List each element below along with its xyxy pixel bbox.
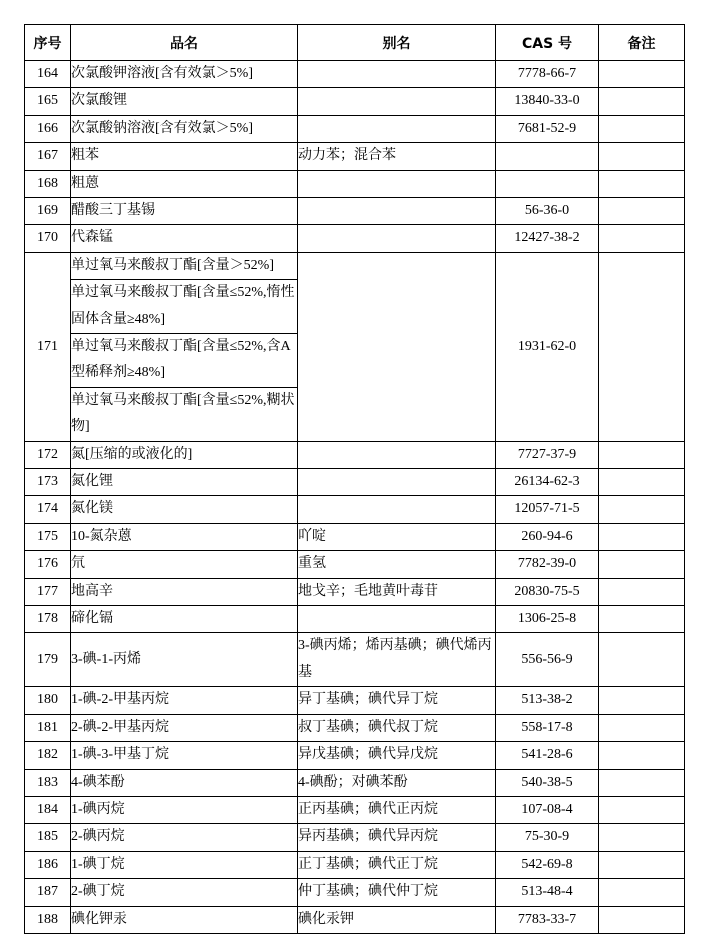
table-row [25, 633, 685, 687]
product-name-cell-text: 1-碘-3-甲基丁烷 [71, 747, 169, 763]
cas-number-cell-text: 541-28-6 [521, 747, 573, 763]
table-header [25, 25, 685, 61]
serial-number-cell-text: 182 [37, 747, 58, 763]
table-row [25, 742, 685, 769]
cas-number-cell-text: 513-48-4 [521, 884, 573, 900]
table-row [25, 61, 685, 88]
serial-number-cell [25, 496, 71, 523]
serial-number-cell [25, 252, 71, 441]
alias-cell [298, 61, 496, 88]
product-name-cell-text: 3-碘-1-丙烯 [71, 651, 141, 667]
product-name-cell [71, 143, 298, 170]
product-name-cell [71, 170, 298, 197]
alias-cell-text: 地戈辛；毛地黄叶毒苷 [298, 583, 438, 599]
cas-number-cell-text: 20830-75-5 [514, 583, 580, 599]
product-name-cell-text: 1-碘-2-甲基丙烷 [71, 692, 169, 708]
alias-cell [298, 879, 496, 906]
alias-cell-text: 重氢 [298, 556, 326, 572]
serial-number-cell-text: 186 [37, 856, 58, 872]
remarks-cell [599, 633, 685, 687]
cas-number-cell [496, 906, 599, 933]
product-name-cell-text: 单过氧马来酸叔丁酯[含量≤52%,糊状物] [71, 392, 295, 435]
cas-number-cell [496, 225, 599, 252]
serial-number-cell-text: 175 [37, 528, 58, 544]
cas-number-cell-text: 7783-33-7 [517, 911, 577, 927]
remarks-cell [599, 252, 685, 441]
alias-cell-text: 吖啶 [298, 528, 326, 544]
cas-number-cell-text: 7727-37-9 [517, 446, 577, 462]
alias-cell [298, 742, 496, 769]
serial-number-cell [25, 906, 71, 933]
product-name-cell-text: 2-碘-2-甲基丙烷 [71, 719, 169, 735]
cas-number-cell [496, 523, 599, 550]
serial-number-cell-text: 172 [37, 446, 58, 462]
product-name-cell-text: 氮化镁 [71, 501, 113, 517]
remarks-cell [599, 225, 685, 252]
table-row [25, 469, 685, 496]
remarks-cell [599, 824, 685, 851]
table-row [25, 606, 685, 633]
product-name-cell [71, 796, 298, 823]
cas-number-cell [496, 61, 599, 88]
header-cas-number: CAS 号 [496, 25, 599, 61]
cas-number-cell [496, 714, 599, 741]
remarks-cell [599, 198, 685, 225]
product-name-cell [71, 469, 298, 496]
cas-number-cell [496, 769, 599, 796]
table-row [25, 252, 685, 279]
serial-number-cell [25, 879, 71, 906]
product-name-cell [71, 687, 298, 714]
serial-number-cell [25, 170, 71, 197]
remarks-cell [599, 496, 685, 523]
table-row [25, 143, 685, 170]
product-name-cell [71, 606, 298, 633]
cas-number-cell-text: 12427-38-2 [514, 230, 580, 246]
serial-number-cell [25, 469, 71, 496]
serial-number-cell-text: 167 [37, 148, 58, 164]
alias-cell [298, 551, 496, 578]
cas-number-cell-text: 107-08-4 [521, 801, 573, 817]
alias-cell [298, 633, 496, 687]
alias-cell [298, 796, 496, 823]
cas-number-cell [496, 606, 599, 633]
product-name-cell [71, 225, 298, 252]
cas-number-cell-text: 75-30-9 [524, 829, 570, 845]
product-name-cell [71, 61, 298, 88]
remarks-cell [599, 170, 685, 197]
remarks-cell [599, 143, 685, 170]
product-name-cell-text: 醋酸三丁基锡 [71, 203, 155, 219]
serial-number-cell [25, 796, 71, 823]
cas-number-cell [496, 851, 599, 878]
serial-number-cell [25, 687, 71, 714]
serial-number-cell-text: 187 [37, 884, 58, 900]
cas-number-cell [496, 469, 599, 496]
alias-cell-text: 异丙基碘；碘代异丙烷 [298, 829, 438, 845]
remarks-cell [599, 906, 685, 933]
cas-number-cell [496, 143, 599, 170]
product-name-cell-text: 单过氧马来酸叔丁酯[含量≤52%,惰性固体含量≥48%] [71, 285, 295, 327]
alias-cell [298, 851, 496, 878]
alias-cell [298, 606, 496, 633]
table-row [25, 769, 685, 796]
product-name-cell-text: 1-碘丁烷 [71, 856, 125, 872]
cas-number-cell [496, 633, 599, 687]
serial-number-cell [25, 441, 71, 468]
product-name-cell-text: 碘化钾汞 [71, 911, 127, 927]
remarks-cell [599, 851, 685, 878]
cas-number-cell [496, 796, 599, 823]
product-name-cell [71, 496, 298, 523]
alias-cell [298, 225, 496, 252]
product-name-cell-text: 单过氧马来酸叔丁酯[含量＞52%] [71, 257, 274, 273]
cas-number-cell-text: 542-69-8 [521, 856, 573, 872]
alias-cell-text: 正丙基碘；碘代正丙烷 [298, 801, 438, 817]
product-name-cell [71, 769, 298, 796]
remarks-cell [599, 551, 685, 578]
serial-number-cell-text: 168 [37, 175, 58, 191]
product-name-cell [71, 280, 298, 334]
cas-number-cell-text: 7782-39-0 [517, 556, 577, 572]
chemical-catalog-table [24, 24, 685, 934]
serial-number-cell [25, 606, 71, 633]
table-row [25, 796, 685, 823]
alias-cell [298, 496, 496, 523]
serial-number-cell-text: 178 [37, 611, 58, 627]
cas-number-cell [496, 198, 599, 225]
cas-number-cell-text: 1931-62-0 [517, 338, 577, 354]
remarks-cell [599, 687, 685, 714]
header-product-name: 品名 [71, 25, 298, 61]
product-name-cell [71, 198, 298, 225]
cas-number-cell-text: 260-94-6 [521, 528, 573, 544]
cas-number-cell-text: 540-38-5 [521, 774, 573, 790]
serial-number-cell-text: 177 [37, 583, 58, 599]
product-name-cell [71, 551, 298, 578]
serial-number-cell-text: 166 [37, 120, 58, 136]
table-row [25, 170, 685, 197]
alias-cell [298, 469, 496, 496]
remarks-cell [599, 88, 685, 115]
table-row [25, 551, 685, 578]
alias-cell-text: 异戊基碘；碘代异戊烷 [298, 747, 438, 763]
serial-number-cell [25, 551, 71, 578]
serial-number-cell [25, 851, 71, 878]
product-name-cell-text: 单过氧马来酸叔丁酯[含量≤52%,含A 型稀释剂≥48%] [71, 339, 290, 381]
cas-number-cell [496, 115, 599, 142]
serial-number-cell-text: 184 [37, 801, 58, 817]
cas-number-cell [496, 170, 599, 197]
alias-cell-text: 叔丁基碘；碘代叔丁烷 [298, 719, 438, 735]
serial-number-cell-text: 176 [37, 556, 58, 572]
alias-cell [298, 115, 496, 142]
serial-number-cell [25, 714, 71, 741]
product-name-cell-text: 碲化镉 [71, 611, 113, 627]
alias-cell [298, 906, 496, 933]
cas-number-cell [496, 742, 599, 769]
alias-cell [298, 769, 496, 796]
product-name-cell-text: 代森锰 [71, 230, 113, 246]
remarks-cell [599, 441, 685, 468]
cas-number-cell-text: 1306-25-8 [517, 611, 577, 627]
serial-number-cell-text: 183 [37, 774, 58, 790]
header-alias: 别名 [298, 25, 496, 61]
alias-cell-text: 正丁基碘；碘代正丁烷 [298, 856, 438, 872]
product-name-cell-text: 10-氮杂蒽 [71, 528, 132, 544]
product-name-cell-text: 地高辛 [71, 583, 113, 599]
alias-cell [298, 441, 496, 468]
product-name-cell [71, 523, 298, 550]
serial-number-cell [25, 198, 71, 225]
cas-number-cell-text: 558-17-8 [521, 719, 573, 735]
alias-cell [298, 88, 496, 115]
alias-cell-text: 仲丁基碘；碘代仲丁烷 [298, 884, 438, 900]
product-name-cell [71, 88, 298, 115]
serial-number-cell-text: 170 [37, 230, 58, 246]
serial-number-cell-text: 169 [37, 203, 58, 219]
table-row [25, 496, 685, 523]
cas-number-cell-text: 7681-52-9 [517, 120, 577, 136]
table-row [25, 578, 685, 605]
serial-number-cell [25, 225, 71, 252]
cas-number-cell [496, 824, 599, 851]
cas-number-cell [496, 687, 599, 714]
alias-cell [298, 143, 496, 170]
alias-cell [298, 198, 496, 225]
serial-number-cell-text: 174 [37, 501, 58, 517]
alias-cell [298, 687, 496, 714]
serial-number-cell-text: 164 [37, 66, 58, 81]
table-row [25, 198, 685, 225]
header-row [25, 25, 685, 61]
alias-cell [298, 824, 496, 851]
cas-number-cell-text: 12057-71-5 [514, 501, 580, 517]
alias-cell [298, 523, 496, 550]
alias-cell [298, 252, 496, 441]
remarks-cell [599, 769, 685, 796]
alias-cell [298, 170, 496, 197]
header-serial-number: 序号 [25, 25, 71, 61]
cas-number-cell-text: 13840-33-0 [514, 93, 580, 109]
product-name-cell [71, 633, 298, 687]
cas-number-cell-text: 26134-62-3 [514, 474, 580, 490]
cas-number-cell [496, 496, 599, 523]
remarks-cell [599, 742, 685, 769]
table-row [25, 824, 685, 851]
alias-cell-text: 动力苯；混合苯 [298, 148, 396, 164]
cas-number-cell-text: 513-38-2 [521, 692, 573, 708]
cas-number-cell-text: 56-36-0 [524, 203, 570, 219]
alias-cell [298, 578, 496, 605]
table-row [25, 441, 685, 468]
serial-number-cell-text: 179 [37, 651, 58, 667]
header-remarks: 备注 [599, 25, 685, 61]
serial-number-cell-text: 185 [37, 829, 58, 845]
cas-number-cell-text: 7778-66-7 [517, 66, 577, 81]
alias-cell-text: 4-碘酚；对碘苯酚 [298, 774, 408, 790]
serial-number-cell-text: 171 [37, 338, 58, 354]
cas-number-cell [496, 879, 599, 906]
product-name-cell [71, 906, 298, 933]
serial-number-cell-text: 180 [37, 692, 58, 708]
cas-number-cell [496, 88, 599, 115]
product-name-cell [71, 252, 298, 279]
cas-number-cell [496, 252, 599, 441]
table-row [25, 115, 685, 142]
serial-number-cell [25, 143, 71, 170]
serial-number-cell-text: 173 [37, 474, 58, 490]
remarks-cell [599, 469, 685, 496]
table-row [25, 714, 685, 741]
serial-number-cell [25, 578, 71, 605]
product-name-cell-text: 1-碘丙烷 [71, 801, 125, 817]
product-name-cell-text: 次氯酸锂 [71, 93, 127, 109]
alias-cell [298, 714, 496, 741]
table-row [25, 879, 685, 906]
product-name-cell-text: 次氯酸钠溶液[含有效氯＞5%] [71, 120, 253, 136]
remarks-cell [599, 578, 685, 605]
cas-number-cell-text: 556-56-9 [521, 651, 573, 667]
product-name-cell-text: 粗蒽 [71, 175, 99, 191]
cas-number-cell [496, 578, 599, 605]
table-row [25, 906, 685, 933]
product-name-cell [71, 441, 298, 468]
alias-cell-text: 3-碘丙烯；烯丙基碘；碘代烯丙基 [298, 638, 492, 680]
product-name-cell-text: 2-碘丁烷 [71, 884, 125, 900]
product-name-cell [71, 714, 298, 741]
serial-number-cell-text: 165 [37, 93, 58, 109]
product-name-cell [71, 387, 298, 441]
product-name-cell-text: 粗苯 [71, 148, 99, 164]
serial-number-cell [25, 88, 71, 115]
table-row [25, 88, 685, 115]
product-name-cell [71, 824, 298, 851]
product-name-cell-text: 氮化锂 [71, 474, 113, 490]
alias-cell-text: 碘化汞钾 [298, 911, 354, 927]
remarks-cell [599, 606, 685, 633]
table-row [25, 687, 685, 714]
product-name-cell-text: 4-碘苯酚 [71, 774, 125, 790]
product-name-cell-text: 次氯酸钾溶液[含有效氯＞5%] [71, 66, 253, 81]
serial-number-cell [25, 633, 71, 687]
remarks-cell [599, 879, 685, 906]
remarks-cell [599, 61, 685, 88]
table-row [25, 851, 685, 878]
cas-number-cell [496, 441, 599, 468]
product-name-cell-text: 2-碘丙烷 [71, 829, 125, 845]
serial-number-cell [25, 115, 71, 142]
remarks-cell [599, 796, 685, 823]
remarks-cell [599, 714, 685, 741]
cas-number-cell [496, 551, 599, 578]
product-name-cell [71, 879, 298, 906]
serial-number-cell [25, 769, 71, 796]
serial-number-cell [25, 61, 71, 88]
product-name-cell [71, 334, 298, 388]
table-body [25, 61, 685, 934]
remarks-cell [599, 115, 685, 142]
serial-number-cell [25, 824, 71, 851]
remarks-cell [599, 523, 685, 550]
serial-number-cell [25, 523, 71, 550]
product-name-cell [71, 851, 298, 878]
product-name-cell [71, 578, 298, 605]
product-name-cell-text: 氘 [71, 556, 85, 572]
serial-number-cell [25, 742, 71, 769]
alias-cell-text: 异丁基碘；碘代异丁烷 [298, 692, 438, 708]
product-name-cell [71, 115, 298, 142]
table-row [25, 523, 685, 550]
product-name-cell [71, 742, 298, 769]
table-row [25, 225, 685, 252]
product-name-cell-text: 氮[压缩的或液化的] [71, 446, 193, 462]
serial-number-cell-text: 181 [37, 719, 58, 735]
serial-number-cell-text: 188 [37, 911, 58, 927]
